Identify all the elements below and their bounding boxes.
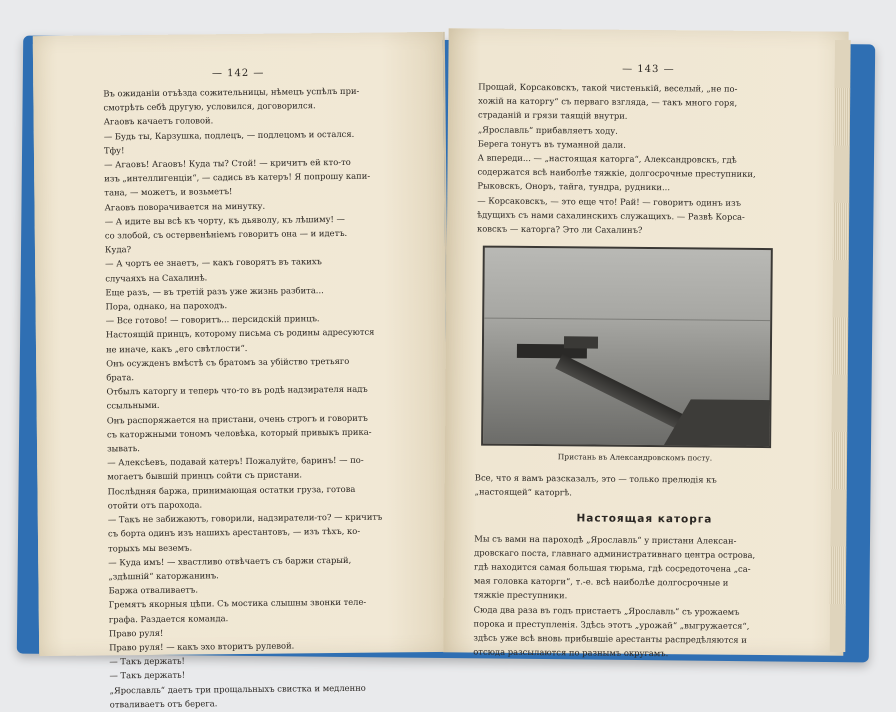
text-line: Право руля! — какъ эхо вторитъ рулевой. [109,640,295,653]
text-line: отваливаетъ отъ берега. [109,698,218,710]
text-line: брата. [106,372,135,383]
text-line: порока и преступленія. Здѣсь этотъ „урожай“ „выгружается“, [473,618,750,631]
left-page [33,32,451,710]
text-line: Еще разъ, — въ третій разъ уже жизнь разбита... [105,284,324,298]
text-line: „здѣшній“ каторжанинъ. [108,570,219,582]
text-line: отойти отъ парохода. [107,499,203,511]
text-line: здѣсь уже всѣ вновь прибывшіе арестанты распредѣляются и [473,632,747,645]
text-line: не иначе, какъ „его свѣтлости“. [105,342,248,355]
right-page [443,28,848,659]
text-line: — Будь ты, Карзушка, подлецъ, — подлецомъ и остался. [103,128,355,142]
text-line: — Корсаковскъ, — это еще что! Рай! — говоритъ одинъ изъ [477,195,741,208]
text-line: зывать. [107,443,140,454]
text-line: могаетъ бывшій принцъ сойти съ пристани. [107,469,303,482]
right-page-text-bottom [443,531,844,662]
photo-caption: Пристань въ Александровскомъ посту. [557,452,713,463]
text-line: со злобой, съ остервенѣніемъ говоритъ она — и идетъ. [104,227,348,241]
text-line: — Все готово! — говоритъ... персидскій принцъ. [105,313,320,326]
text-line: дровскаго поста, главнаго административнаго центра острова, [474,547,756,560]
text-line: — Такъ держать! [109,655,185,667]
text-line: графа. Раздается команда. [108,612,229,624]
text-line: тяжкіе преступники. [473,589,568,601]
text-line: Онъ осужденъ вмѣстѣ съ братомъ за убійство третьяго [106,355,350,369]
text-line: Прощай, Корсаковскъ, такой чистенькій, веселый, „не по- [478,81,738,94]
text-line: — Алексѣевъ, подавай катеръ! Пожалуйте, баринъ! — по- [107,455,364,468]
photo-horizon [484,318,770,321]
text-line: Агаовъ качаетъ головой. [103,115,214,127]
text-line: „Ярославль“ прибавляетъ ходу. [477,124,618,136]
text-line: Пора, однако, на пароходъ. [105,300,228,312]
text-line: — А чортъ ее знаетъ, — какъ говорятъ въ такихъ [105,256,322,269]
text-line: гдѣ находится самая большая тюрьма, гдѣ сосредоточена „са- [473,561,751,574]
text-line: Право руля! [108,627,164,639]
text-line: Гремятъ якорныя цѣпи. Съ мостика слышны звонки теле- [108,597,367,610]
text-line: Рыковскъ, Оноръ, тайга, тундра, рудники... [477,180,671,193]
text-line: съ борта одинъ изъ нашихъ арестантовъ, — изъ тѣхъ, ко- [107,526,361,539]
text-line: Настоящій принцъ, которому письма съ родины адресуются [105,327,375,340]
text-line: съ каторжными тономъ человѣка, который привыкъ прика- [106,426,372,440]
pier-photograph [481,246,773,449]
text-line: Въ ожиданіи отъѣзда сожительницы, нѣмецъ успѣлъ при- [103,85,360,99]
text-line: ковскъ — каторга? Это ли Сахалинъ? [476,223,643,235]
text-line: Куда? [104,244,132,255]
text-line: ссыльными. [106,400,160,411]
text-line: Берега тонутъ въ туманной дали. [477,138,626,150]
text-line: Мы съ вами на пароходѣ „Ярославль“ у пристани Алексан- [474,533,737,546]
page-number-left: — 142 — [211,67,265,80]
text-line: „настоящей“ каторгѣ. [474,486,572,498]
page-number-right: — 143 — [622,63,675,76]
text-line: Сюда два раза въ годъ пристаетъ „Ярославль“ съ урожаемъ [473,604,740,617]
text-line: смотрѣть себѣ другую, условился, договорился. [103,100,316,113]
text-line: изъ „интеллигенціи“, — садись въ катеръ! Я попрошу капи- [104,170,371,184]
text-line: случаяхъ на Сахалинѣ. [105,272,208,284]
text-line: — А идите вы всѣ къ чорту, къ дьяволу, къ лѣшиму! — [104,213,345,227]
text-line: — Куда имъ! — хвастливо отвѣчаетъ съ баржи старый, [108,554,352,568]
text-line: Послѣдняя баржа, принимающая остатки груза, готова [107,483,356,497]
right-page-text-top [447,79,848,239]
text-line: страданій и грязи таящій внутри. [477,109,628,122]
text-line: — Такъ держать! [109,669,186,681]
text-line: Отбылъ каторгу и теперь что-то въ родѣ надзирателя надъ [106,383,368,397]
section-heading: Настоящая каторга [576,512,713,526]
text-line: Тфу! [103,145,125,156]
right-page-text-mid [445,470,845,502]
text-line: Агаовъ поворачивается на минутку. [104,200,266,213]
text-line: Онъ распоряжается на пристани, очень строгъ и говоритъ [106,412,368,426]
text-line: — Агаовъ! Агаовъ! Куда ты? Стой! — кричитъ ей кто-то [104,156,351,170]
text-line: „Ярославль“ даетъ три прощальныхъ свистка и медленно [109,682,366,695]
text-line: А впереди... — „настоящая каторга“, Александровскъ, гдѣ [477,152,737,165]
text-line: торыхъ мы веземъ. [108,542,193,553]
text-line: Баржа отваливаетъ. [108,584,199,596]
text-line: Все, что я вамъ разсказалъ, это — только прелюдія къ [474,472,717,485]
text-line: тана, — можетъ, и возьметъ! [104,186,233,198]
text-line: мая головка каторги“, т.-е. всѣ наиболѣе долгосрочные и [473,575,729,588]
text-line: содержатся всѣ наиболѣе тяжкіе, долгосрочные преступники, [477,166,756,180]
photo-shed [564,337,598,349]
text-line: ѣдущихъ съ нами сахалинскихъ служащихъ. — Развѣ Корса- [477,209,745,222]
text-line: хожій на каторгу“ съ перваго взгляда, — такъ много горя, [478,95,738,108]
text-line: отсюда разсылаются по разнымъ округамъ. [473,646,669,659]
left-page-text [33,83,450,712]
text-line: — Такъ не забижаютъ, говорили, надзиратели-то? — кричитъ [107,511,383,525]
